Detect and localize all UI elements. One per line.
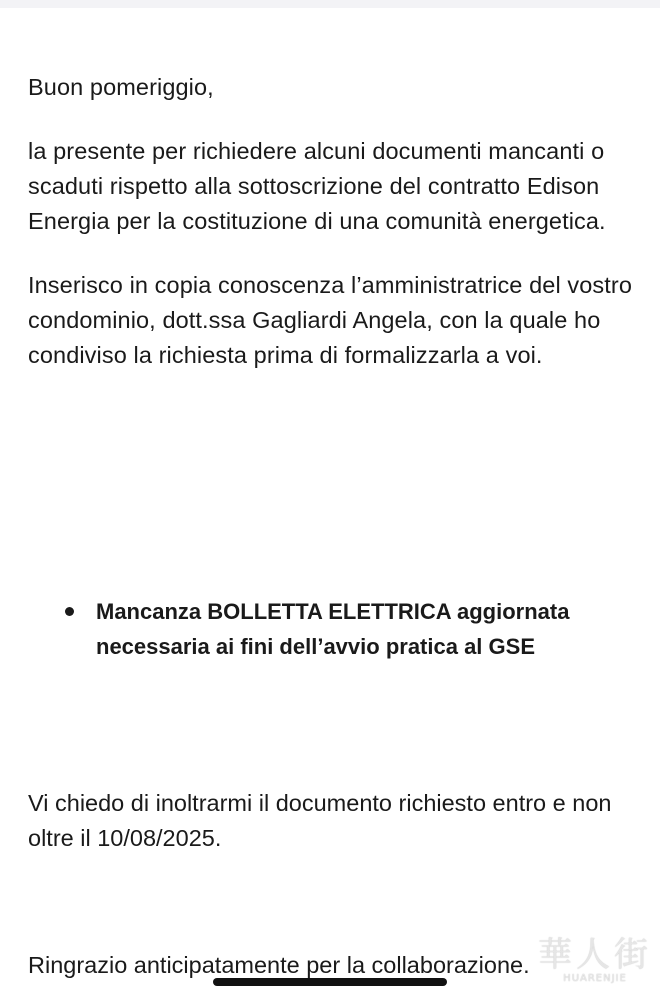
watermark-text: HUARENJIE	[563, 973, 627, 984]
email-request: Vi chiedo di inoltrarmi il documento richiesto entro e non oltre il 10/08/2025.	[28, 790, 612, 851]
email-thanks: Ringrazio anticipatamente per la collaborazione.	[28, 952, 530, 978]
watermark-glyphs: 華人街	[538, 935, 652, 975]
list-item-text: Mancanza BOLLETTA ELETTRICA aggiornata necessaria ai fini dell’avvio pratica al GSE	[96, 599, 570, 659]
top-status-strip	[0, 0, 660, 8]
email-paragraph: Inserisco in copia conoscenza l’amministratrice del vostro condominio, dott.ssa Gagliardi Angela, con la quale ho condiviso la richiesta prima di formalizzarla a voi.	[28, 272, 632, 368]
email-paragraph: la presente per richiedere alcuni documenti mancanti o scaduti rispetto alla sottoscrizione del contratto Edison Energia per la costituzione di una comunità energetica.	[28, 138, 606, 234]
missing-documents-list	[28, 594, 628, 664]
email-greeting: Buon pomeriggio,	[28, 74, 214, 100]
home-indicator[interactable]	[213, 978, 447, 986]
list-item	[28, 594, 628, 664]
watermark-logo	[538, 937, 652, 984]
bullet-icon	[65, 607, 74, 616]
email-body	[28, 70, 643, 402]
